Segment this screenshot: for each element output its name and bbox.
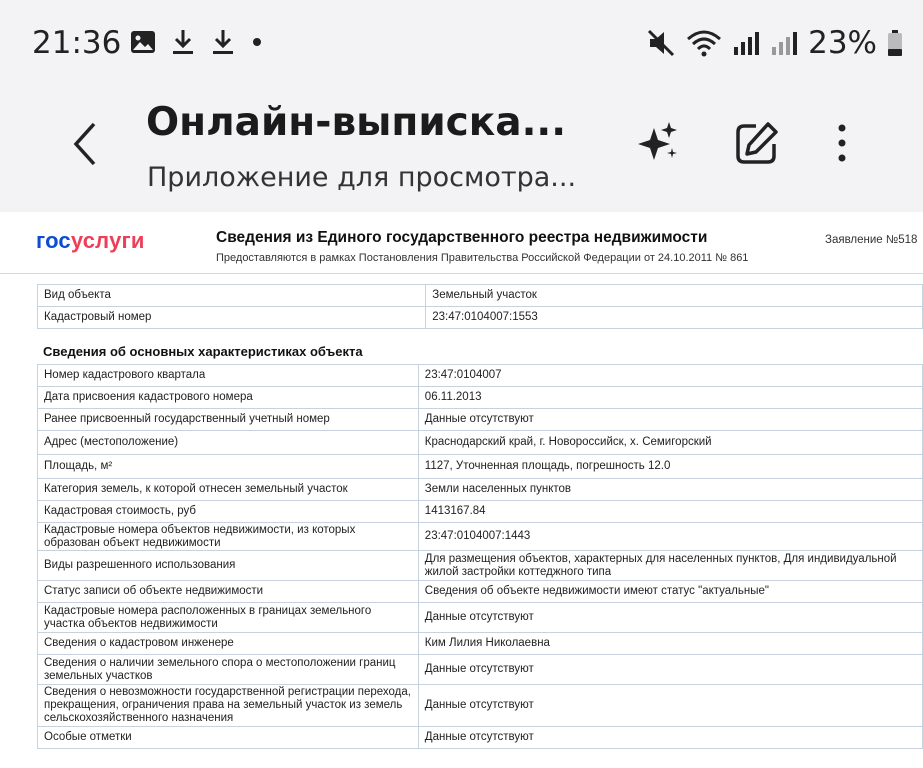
row-key: Сведения о кадастровом инженере [38,633,419,655]
characteristics-table [37,364,923,749]
status-bar [0,0,923,90]
wifi-icon [686,29,722,57]
battery-icon [887,29,903,57]
row-key: Статус записи об объекте недвижимости [38,581,419,603]
row-key: Ранее присвоенный государственный учетный номер [38,409,419,431]
row-value: 23:47:0104007 [418,365,922,387]
row-value: Сведения об объекте недвижимости имеют статус "актуальные" [418,581,922,603]
document-view[interactable] [0,212,923,768]
table-row [38,501,923,523]
row-value: Данные отсутствуют [418,409,922,431]
row-value: Данные отсутствуют [418,655,922,685]
row-value: Ким Лилия Николаевна [418,633,922,655]
system-icons [646,25,903,61]
row-key: Категория земель, к которой отнесен земельный участок [38,479,419,501]
row-key: Дата присвоения кадастрового номера [38,387,419,409]
notification-icons [130,28,264,56]
table-row [38,523,923,551]
table-row [38,455,923,479]
dot-icon [250,35,264,49]
row-value: 1413167.84 [418,501,922,523]
table-row [38,633,923,655]
row-key: Кадастровые номера расположенных в границах земельного участка объектов недвижимости [38,603,419,633]
row-key: Сведения о наличии земельного спора о местоположении границ земельных участков [38,655,419,685]
table-row [38,655,923,685]
sparkle-icon[interactable] [636,120,680,164]
row-key: Кадастровый номер [38,307,426,329]
application-number: Заявление №518 [825,234,918,246]
more-options-icon[interactable] [834,120,850,166]
table-row [38,365,923,387]
row-value: Данные отсутствуют [418,603,922,633]
section-title: Сведения об основных характеристиках объекта [43,344,363,359]
row-value: Земельный участок [426,285,923,307]
object-table [37,284,923,329]
table-row [38,409,923,431]
table-row [38,307,923,329]
download-icon [170,28,196,56]
table-row [38,479,923,501]
signal-icon [732,29,760,57]
row-value: 23:47:0104007:1553 [426,307,923,329]
row-value: Данные отсутствуют [418,727,922,749]
back-arrow-icon[interactable] [70,120,100,168]
table-row [38,285,923,307]
row-key: Особые отметки [38,727,419,749]
table-row [38,431,923,455]
row-key: Адрес (местоположение) [38,431,419,455]
row-value: Данные отсутствуют [418,685,922,727]
row-key: Кадастровые номера объектов недвижимости, из которых образован объект недвижимости [38,523,419,551]
table-row [38,581,923,603]
table-row [38,603,923,633]
row-key: Площадь, м² [38,455,419,479]
page-title: Онлайн-выписка... [146,100,567,145]
row-value: 06.11.2013 [418,387,922,409]
document-header [0,212,923,274]
row-key: Виды разрешенного использования [38,551,419,581]
row-key: Сведения о невозможности государственной регистрации перехода, прекращения, ограничения права на земельный участок из земель сельскохозяйственного назначения [38,685,419,727]
table-row [38,727,923,749]
page-subtitle: Приложение для просмотра... [147,162,577,193]
row-value: Краснодарский край, г. Новороссийск, х. Семигорский [418,431,922,455]
document-title: Сведения из Единого государственного реестра недвижимости [216,229,708,246]
clock: 21:36 [32,25,122,61]
signal-icon-secondary [770,29,798,57]
image-icon [130,29,156,55]
table-row [38,551,923,581]
row-key: Номер кадастрового квартала [38,365,419,387]
row-value: 23:47:0104007:1443 [418,523,922,551]
row-value: 1127, Уточненная площадь, погрешность 12.0 [418,455,922,479]
battery-percent: 23% [808,25,877,61]
mute-icon [646,29,676,57]
download-icon [210,28,236,56]
gosuslugi-logo: госуслуги [36,228,145,253]
app-bar [0,90,923,212]
table-row [38,387,923,409]
row-value: Земли населенных пунктов [418,479,922,501]
row-key: Вид объекта [38,285,426,307]
edit-icon[interactable] [734,120,780,166]
table-row [38,685,923,727]
document-subtitle: Предоставляются в рамках Постановления Правительства Российской Федерации от 24.10.2011 № 861 [216,252,749,264]
row-key: Кадастровая стоимость, руб [38,501,419,523]
row-value: Для размещения объектов, характерных для населенных пунктов, Для индивидуальной жилой застройки коттеджного типа [418,551,922,581]
